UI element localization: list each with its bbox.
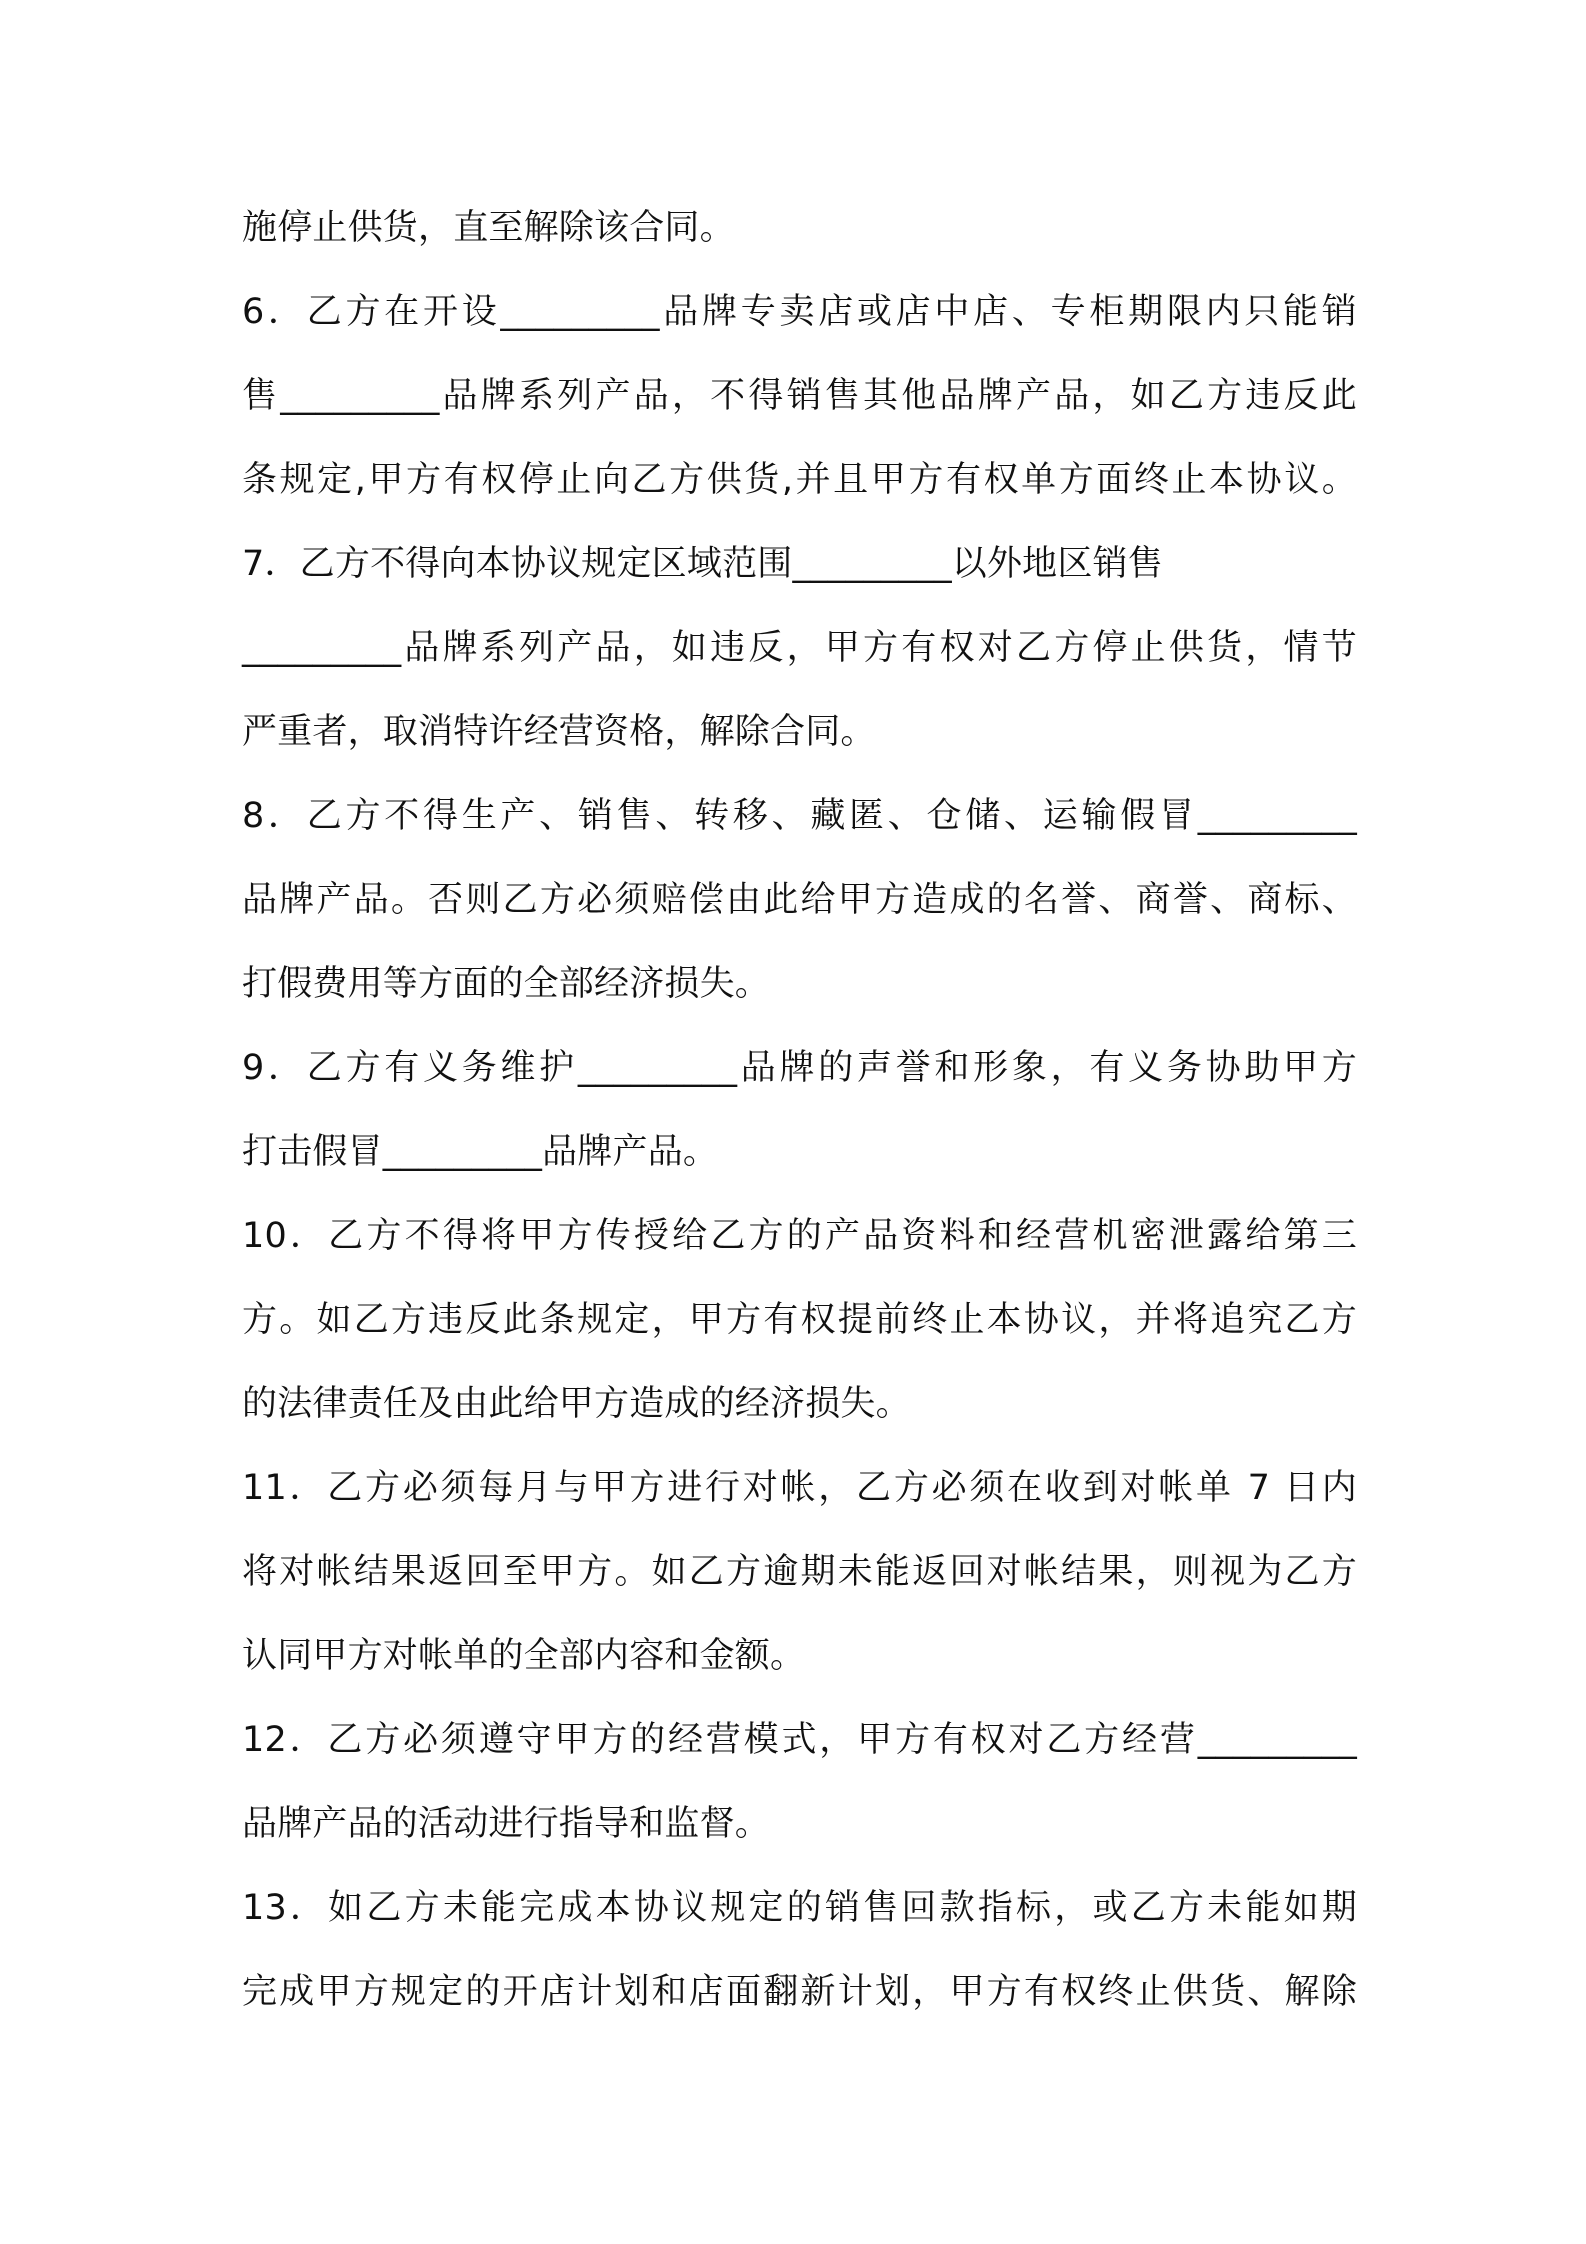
text-line: 将对帐结果返回至甲方。如乙方逾期未能返回对帐结果，则视为乙方	[242, 1552, 1357, 1592]
text-line: 方。如乙方违反此条规定，甲方有权提前终止本协议，并将追究乙方	[242, 1300, 1357, 1340]
text-line: 打假费用等方面的全部经济损失。	[242, 964, 771, 1004]
text-line: 品牌产品的活动进行指导和监督。	[242, 1804, 771, 1844]
text-line: 完成甲方规定的开店计划和店面翻新计划，甲方有权终止供货、解除	[242, 1972, 1357, 2012]
text-line: _________品牌系列产品，如违反，甲方有权对乙方停止供货，情节	[242, 628, 1357, 668]
text-line: 6．乙方在开设_________品牌专卖店或店中店、专柜期限内只能销	[242, 292, 1357, 332]
text-line: 条规定,甲方有权停止向乙方供货,并且甲方有权单方面终止本协议。	[242, 460, 1357, 500]
text-line: 施停止供货，直至解除该合同。	[242, 208, 735, 248]
text-line: 打击假冒_________品牌产品。	[242, 1132, 719, 1172]
text-line: 11．乙方必须每月与甲方进行对帐，乙方必须在收到对帐单 7 日内	[242, 1468, 1357, 1508]
text-line: 的法律责任及由此给甲方造成的经济损失。	[242, 1384, 911, 1424]
text-line: 7．乙方不得向本协议规定区域范围_________以外地区销售	[242, 544, 1163, 584]
text-line: 品牌产品。否则乙方必须赔偿由此给甲方造成的名誉、商誉、商标、	[242, 880, 1357, 920]
text-line: 认同甲方对帐单的全部内容和金额。	[242, 1636, 806, 1676]
text-line: 严重者，取消特许经营资格，解除合同。	[242, 712, 876, 752]
text-line: 13．如乙方未能完成本协议规定的销售回款指标，或乙方未能如期	[242, 1888, 1357, 1928]
text-line: 12．乙方必须遵守甲方的经营模式，甲方有权对乙方经营_________	[242, 1720, 1357, 1760]
text-line: 8．乙方不得生产、销售、转移、藏匿、仓储、运输假冒_________	[242, 796, 1357, 836]
text-line: 10．乙方不得将甲方传授给乙方的产品资料和经营机密泄露给第三	[242, 1216, 1357, 1256]
text-line: 售_________品牌系列产品，不得销售其他品牌产品，如乙方违反此	[242, 376, 1357, 416]
text-line: 9．乙方有义务维护_________品牌的声誉和形象，有义务协助甲方	[242, 1048, 1357, 1088]
